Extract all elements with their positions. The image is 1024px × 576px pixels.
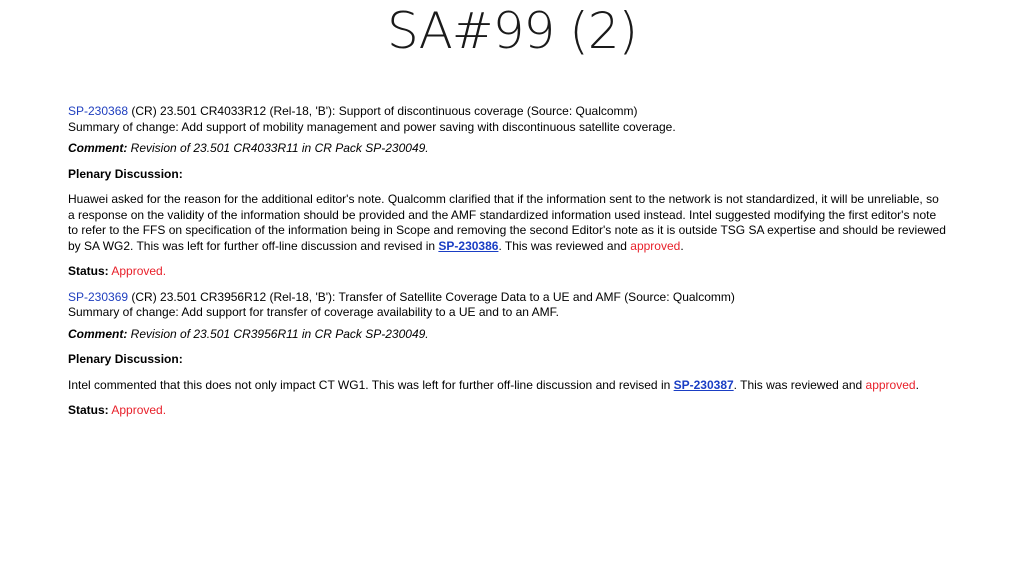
comment-text: Revision of 23.501 CR3956R11 in CR Pack SP-230049.: [127, 326, 429, 341]
sp-id-link[interactable]: SP-230369: [68, 289, 129, 304]
status-line: [68, 264, 948, 280]
status-label: Status:: [68, 264, 109, 278]
discussion-tail: . This was reviewed and: [733, 377, 866, 392]
discussion-end: .: [915, 377, 919, 392]
cr-item: [68, 290, 948, 419]
discussion-tail: . This was reviewed and: [498, 238, 631, 253]
status-value: Approved.: [108, 264, 167, 278]
slide-title: SA#99 (2): [386, 2, 638, 60]
status-line: [68, 403, 948, 419]
summary-of-change: Summary of change: Add support of mobility management and power saving with discontinuous satellite coverage.: [68, 119, 676, 134]
summary-of-change: Summary of change: Add support for transfer of coverage availability to a UE and to an AMF.: [68, 305, 559, 319]
status-label: Status:: [68, 403, 109, 417]
cr-description: (CR) 23.501 CR4033R12 (Rel-18, 'B'): Support of discontinuous coverage (Source: Qualcomm): [128, 104, 638, 118]
plenary-discussion-heading: Plenary Discussion:: [68, 166, 183, 181]
comment: [68, 141, 948, 157]
cr-description: (CR) 23.501 CR3956R12 (Rel-18, 'B'): Transfer of Satellite Coverage Data to a UE and AMF (Source: Qualcomm): [128, 289, 735, 304]
discussion-text: Intel commented that this does not only impact CT WG1. This was left for further off-line discussion and revised in: [68, 377, 674, 392]
revised-doc-link[interactable]: SP-230386: [438, 238, 499, 253]
discussion-paragraph: [68, 378, 948, 394]
cr-item: [68, 104, 948, 280]
comment: [68, 327, 948, 343]
cr-header: [68, 290, 948, 321]
status-value: Approved.: [108, 403, 167, 417]
sp-id-link[interactable]: SP-230368: [68, 104, 129, 118]
revised-doc-link[interactable]: SP-230387: [673, 377, 734, 392]
discussion-text: Huawei asked for the reason for the additional editor's note. Qualcomm clarified that if the information sent to the network is not standardized, it will be unreliable, so a response on the validity of the information should be provided and the AMF standardized information used instead. Intel suggested modifying the first editor's note to refer to the FFS on specification of the information being in Scope and removing the second Editor's note as it is outside TSG SA expertise and should be reviewed by SA WG2. This was left for further off-line discussion and revised in: [68, 192, 946, 253]
discussion-paragraph: [68, 192, 948, 254]
comment-label: Comment:: [68, 141, 128, 155]
approved-word: approved: [865, 377, 916, 392]
plenary-discussion-heading: Plenary Discussion:: [68, 352, 183, 366]
document-body: [68, 104, 948, 419]
discussion-end: .: [680, 238, 684, 253]
cr-header: [68, 104, 948, 135]
comment-label: Comment:: [68, 326, 128, 341]
comment-text: Revision of 23.501 CR4033R11 in CR Pack SP-230049.: [127, 141, 429, 155]
approved-word: approved: [630, 238, 681, 253]
